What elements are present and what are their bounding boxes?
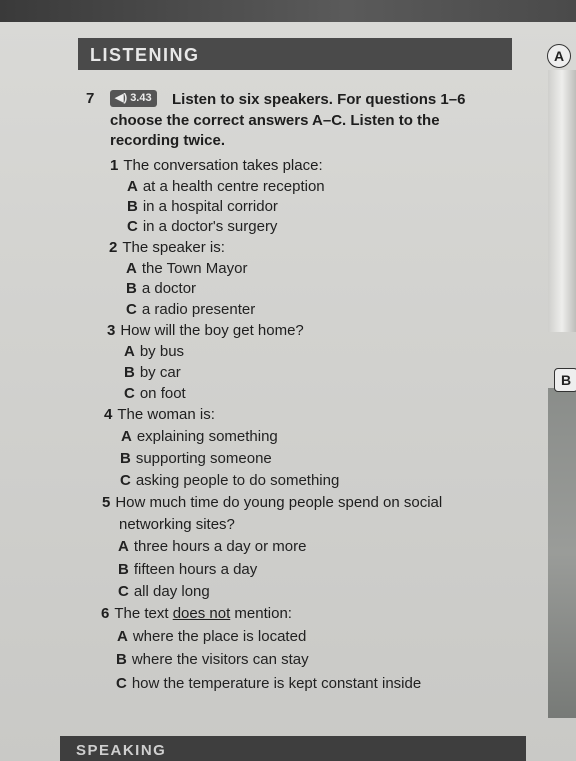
question-1 xyxy=(110,157,323,174)
option-text: supporting someone xyxy=(135,450,272,467)
option-letter: A xyxy=(124,343,135,360)
option-text: where the place is located xyxy=(132,628,307,645)
question-5-line-2: networking sites? xyxy=(119,516,235,533)
section-header-listening: LISTENING xyxy=(78,38,512,70)
question-number: 6 xyxy=(101,605,110,622)
option-text: by bus xyxy=(139,343,185,360)
option-text: a radio presenter xyxy=(141,301,256,318)
question-2-option-c xyxy=(126,301,255,318)
question-3 xyxy=(107,322,304,339)
question-1-option-b xyxy=(127,198,278,215)
option-letter: B xyxy=(124,364,135,381)
option-text: fifteen hours a day xyxy=(133,561,258,578)
question-3-option-a xyxy=(124,343,184,360)
question-6-option-a xyxy=(117,628,306,645)
question-4-option-a xyxy=(121,428,278,445)
question-number: 4 xyxy=(104,406,113,423)
option-text: at a health centre reception xyxy=(142,178,325,195)
question-2-option-a xyxy=(126,260,247,277)
photo-label-a: A xyxy=(547,44,571,68)
question-number: 2 xyxy=(109,239,118,256)
question-number: 5 xyxy=(102,494,111,511)
option-letter: A xyxy=(126,260,137,277)
option-letter: B xyxy=(116,651,127,668)
option-letter: C xyxy=(124,385,135,402)
task-number: 7 xyxy=(86,90,95,107)
option-text: by car xyxy=(139,364,181,381)
question-text: The speaker is: xyxy=(122,239,225,256)
question-4 xyxy=(104,406,215,423)
option-letter: B xyxy=(127,198,138,215)
option-letter: A xyxy=(117,628,128,645)
question-2 xyxy=(109,239,225,256)
option-text: how the temperature is kept constant inside xyxy=(131,675,422,692)
option-letter: B xyxy=(120,450,131,467)
underlined-text: does not xyxy=(172,605,231,622)
question-text: How will the boy get home? xyxy=(120,322,304,339)
question-number: 1 xyxy=(110,157,119,174)
task-instruction: Listen to six speakers. For questions 1–6 choose the correct answers A–C. Listen to the recording twice. xyxy=(110,91,466,149)
option-letter: C xyxy=(127,218,138,235)
question-5-option-c xyxy=(118,583,210,600)
question-6 xyxy=(101,605,292,622)
option-text: where the visitors can stay xyxy=(131,651,309,668)
question-text: The text xyxy=(114,605,173,622)
option-letter: B xyxy=(126,280,137,297)
track-number: 3.43 xyxy=(130,92,152,104)
question-1-option-c xyxy=(127,218,277,235)
option-letter: B xyxy=(118,561,129,578)
question-1-option-a xyxy=(127,178,325,195)
question-6-option-b xyxy=(116,651,309,668)
option-text: in a hospital corridor xyxy=(142,198,278,215)
question-text-end: mention: xyxy=(230,605,292,622)
option-text: a doctor xyxy=(141,280,197,297)
question-3-option-b xyxy=(124,364,181,381)
question-4-option-c xyxy=(120,472,339,489)
option-letter: C xyxy=(126,301,137,318)
option-text: asking people to do something xyxy=(135,472,340,489)
question-2-option-b xyxy=(126,280,196,297)
option-letter: C xyxy=(118,583,129,600)
question-number: 3 xyxy=(107,322,116,339)
photo-a-edge xyxy=(548,70,576,332)
option-text: on foot xyxy=(139,385,186,402)
option-letter: A xyxy=(118,538,129,555)
option-letter: C xyxy=(116,675,127,692)
question-5-option-a xyxy=(118,538,306,555)
question-6-option-c xyxy=(116,675,421,692)
question-text: The conversation takes place: xyxy=(123,157,323,174)
option-text: three hours a day or more xyxy=(133,538,307,555)
question-5 xyxy=(102,494,442,511)
option-text: explaining something xyxy=(136,428,278,445)
photo-label-b: B xyxy=(554,368,576,392)
option-letter: C xyxy=(120,472,131,489)
question-3-option-c xyxy=(124,385,186,402)
option-text: the Town Mayor xyxy=(141,260,248,277)
option-text: all day long xyxy=(133,583,210,600)
option-text: in a doctor's surgery xyxy=(142,218,278,235)
audio-icon: ◀) xyxy=(115,92,128,104)
photo-b-edge xyxy=(548,388,576,718)
audio-track-badge xyxy=(110,90,157,107)
question-text: How much time do young people spend on social xyxy=(115,494,443,511)
question-text: The woman is: xyxy=(117,406,215,423)
option-letter: A xyxy=(121,428,132,445)
option-letter: A xyxy=(127,178,138,195)
section-header-speaking: SPEAKING xyxy=(60,736,526,761)
question-4-option-b xyxy=(120,450,272,467)
question-5-option-b xyxy=(118,561,257,578)
